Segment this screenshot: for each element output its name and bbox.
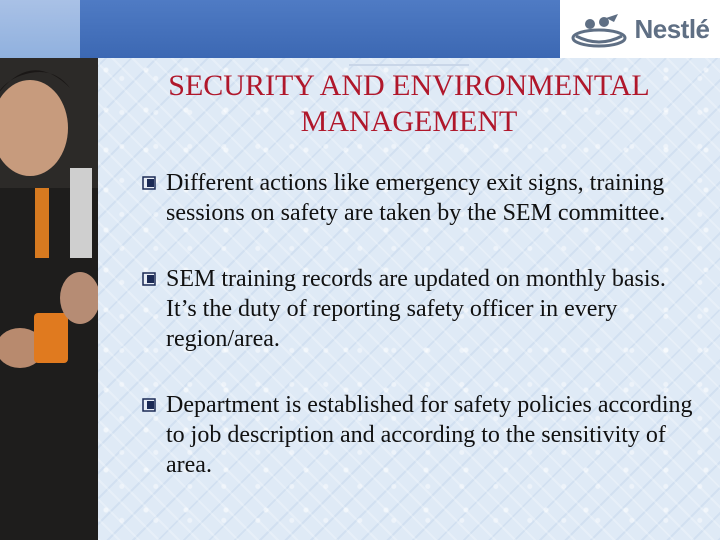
- bullet-text: SEM training records are updated on monthly basis. It’s the duty of reporting safety officer in every region/area.: [166, 266, 666, 352]
- square-bullet-icon: [142, 176, 156, 190]
- slide-content: [98, 58, 720, 540]
- nest-with-birds-icon: [570, 10, 628, 48]
- banner-blue-bar: [80, 0, 560, 58]
- square-bullet-icon: [142, 272, 156, 286]
- square-bullet-icon: [142, 398, 156, 412]
- bullet-text: Different actions like emergency exit signs, training sessions on safety are taken by the SEM committee.: [166, 170, 666, 226]
- slide-title-line-2: MANAGEMENT: [300, 105, 518, 138]
- person-holding-cup-photo: [0, 58, 98, 540]
- bullet-list: [138, 168, 698, 516]
- logo-area: [560, 0, 720, 58]
- side-photo: [0, 58, 98, 540]
- brand-logo: [570, 10, 709, 48]
- bullet-text: Department is established for safety policies according to job description and according to the sensitivity of area.: [166, 392, 693, 478]
- bullet-item: [138, 390, 698, 480]
- slide-title-line-1: SECURITY AND ENVIRONMENTAL: [168, 69, 650, 102]
- slide-title: [98, 68, 720, 140]
- brand-name: Nestlé: [634, 13, 710, 44]
- top-banner: [0, 0, 720, 60]
- banner-light-segment: [0, 0, 80, 60]
- bullet-item: [138, 264, 698, 354]
- title-divider: [349, 64, 469, 66]
- bullet-item: [138, 168, 698, 228]
